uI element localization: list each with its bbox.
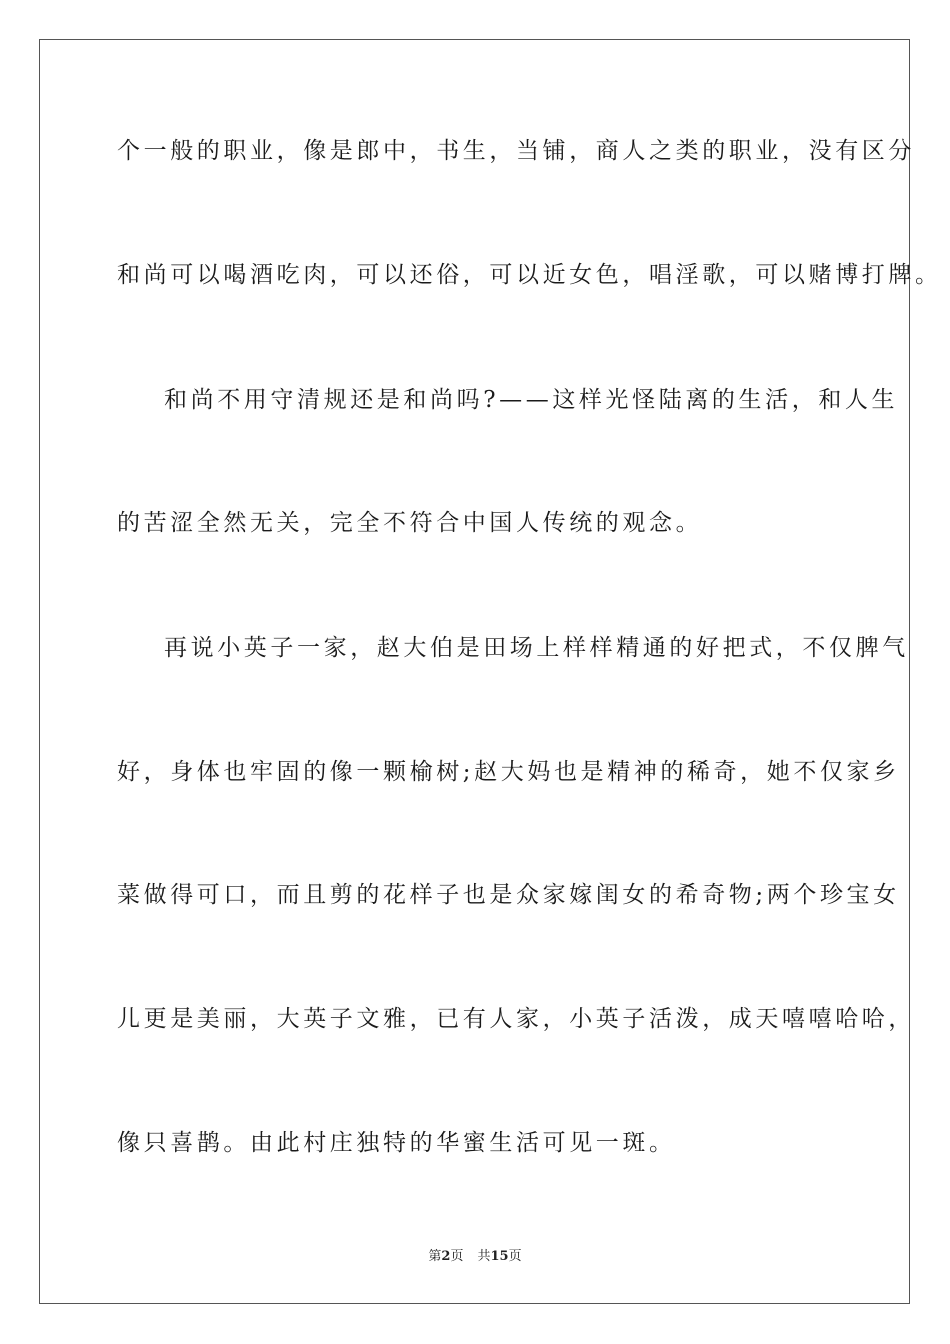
text-line: 儿更是美丽，大英子文雅，已有人家，小英子活泼，成天嘻嘻哈哈，: [117, 1006, 915, 1032]
total-label-prefix: 共: [477, 1249, 491, 1264]
paragraph-start-line: 和尚不用守清规还是和尚吗?——这样光怪陆离的生活，和人生: [164, 387, 899, 413]
paragraph-start-line: 再说小英子一家，赵大伯是田场上样样精通的好把式，不仅脾气: [164, 635, 909, 661]
text-line: 的苦涩全然无关，完全不符合中国人传统的观念。: [117, 510, 703, 536]
page-footer: [0, 1248, 950, 1266]
text-line: 好，身体也牢固的像一颗榆树;赵大妈也是精神的稀奇，她不仅家乡: [117, 759, 900, 785]
text-line: 菜做得可口，而且剪的花样子也是众家嫁闺女的希奇物;两个珍宝女: [117, 882, 900, 908]
page-number: 2: [441, 1249, 451, 1264]
page-label-prefix: 第: [428, 1249, 442, 1264]
page-label-suffix: 页: [450, 1249, 464, 1264]
total-label-suffix: 页: [508, 1249, 522, 1264]
text-line: 像只喜鹊。由此村庄独特的华蜜生活可见一斑。: [117, 1130, 676, 1156]
text-line: 和尚可以喝酒吃肉，可以还俗，可以近女色，唱淫歌，可以赌博打牌。: [117, 262, 942, 288]
page-border: [39, 39, 910, 1304]
total-pages: 15: [490, 1249, 509, 1264]
text-line: 个一般的职业，像是郎中，书生，当铺，商人之类的职业，没有区分: [117, 138, 915, 164]
